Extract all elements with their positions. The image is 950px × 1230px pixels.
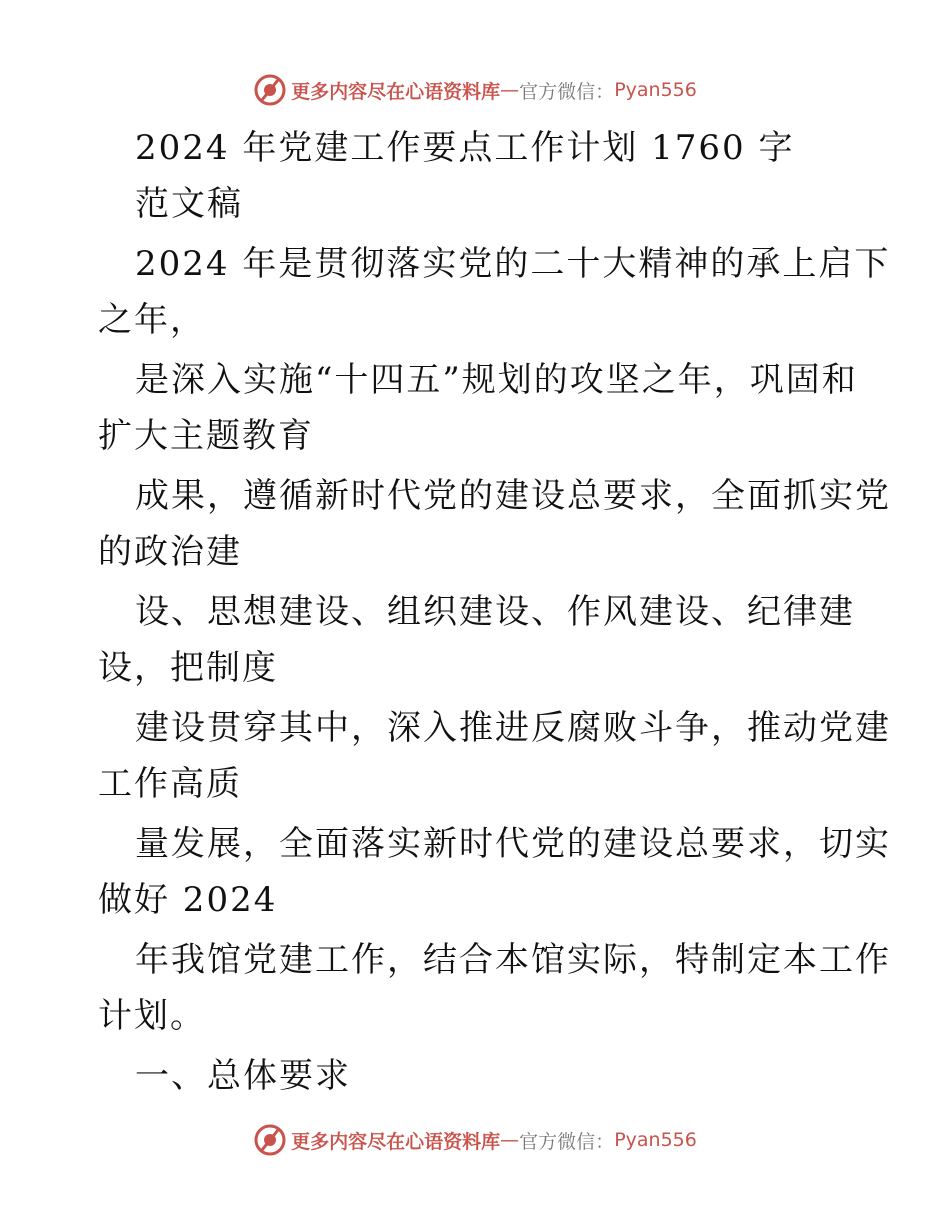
- watermark-prefix: 官方微信：: [519, 80, 615, 103]
- doc-title-line-2: 范文稿: [135, 184, 243, 224]
- doc-line: 计划。: [98, 996, 206, 1036]
- doc-title-line-1: 2024 年党建工作要点工作计划 1760 字: [135, 128, 795, 168]
- watermark-prefix: 官方微信：: [519, 1130, 615, 1153]
- doc-line: 工作高质: [98, 764, 242, 804]
- doc-line: 2024 年是贯彻落实党的二十大精神的承上启下: [135, 244, 891, 284]
- watermark-dash: —: [500, 1129, 520, 1151]
- doc-line: 的政治建: [98, 532, 242, 572]
- doc-line: 年我馆党建工作，结合本馆实际，特制定本工作: [135, 940, 891, 980]
- section-heading: 一、总体要求: [135, 1056, 351, 1096]
- doc-line: 设，把制度: [98, 648, 278, 688]
- watermark-id: Pyan556: [614, 1129, 697, 1151]
- doc-line: 量发展，全面落实新时代党的建设总要求，切实: [135, 824, 891, 864]
- brand-logo-icon: [253, 1123, 287, 1157]
- doc-line: 成果，遵循新时代党的建设总要求，全面抓实党: [135, 476, 891, 516]
- doc-line: 建设贯穿其中，深入推进反腐败斗争，推动党建: [135, 708, 891, 748]
- doc-line: 扩大主题教育: [98, 416, 314, 456]
- watermark-dash: —: [500, 79, 520, 101]
- watermark-banner-bottom: [0, 1120, 950, 1160]
- doc-line: 设、思想建设、组织建设、作风建设、纪律建: [135, 592, 855, 632]
- doc-line: 是深入实施“十四五”规划的攻坚之年，巩固和: [135, 360, 858, 400]
- watermark-brand: 更多内容尽在心语资料库: [291, 1130, 501, 1153]
- watermark-id: Pyan556: [614, 79, 697, 101]
- doc-line: 之年，: [98, 300, 206, 340]
- watermark-brand: 更多内容尽在心语资料库: [291, 80, 501, 103]
- doc-line: 做好 2024: [98, 880, 278, 920]
